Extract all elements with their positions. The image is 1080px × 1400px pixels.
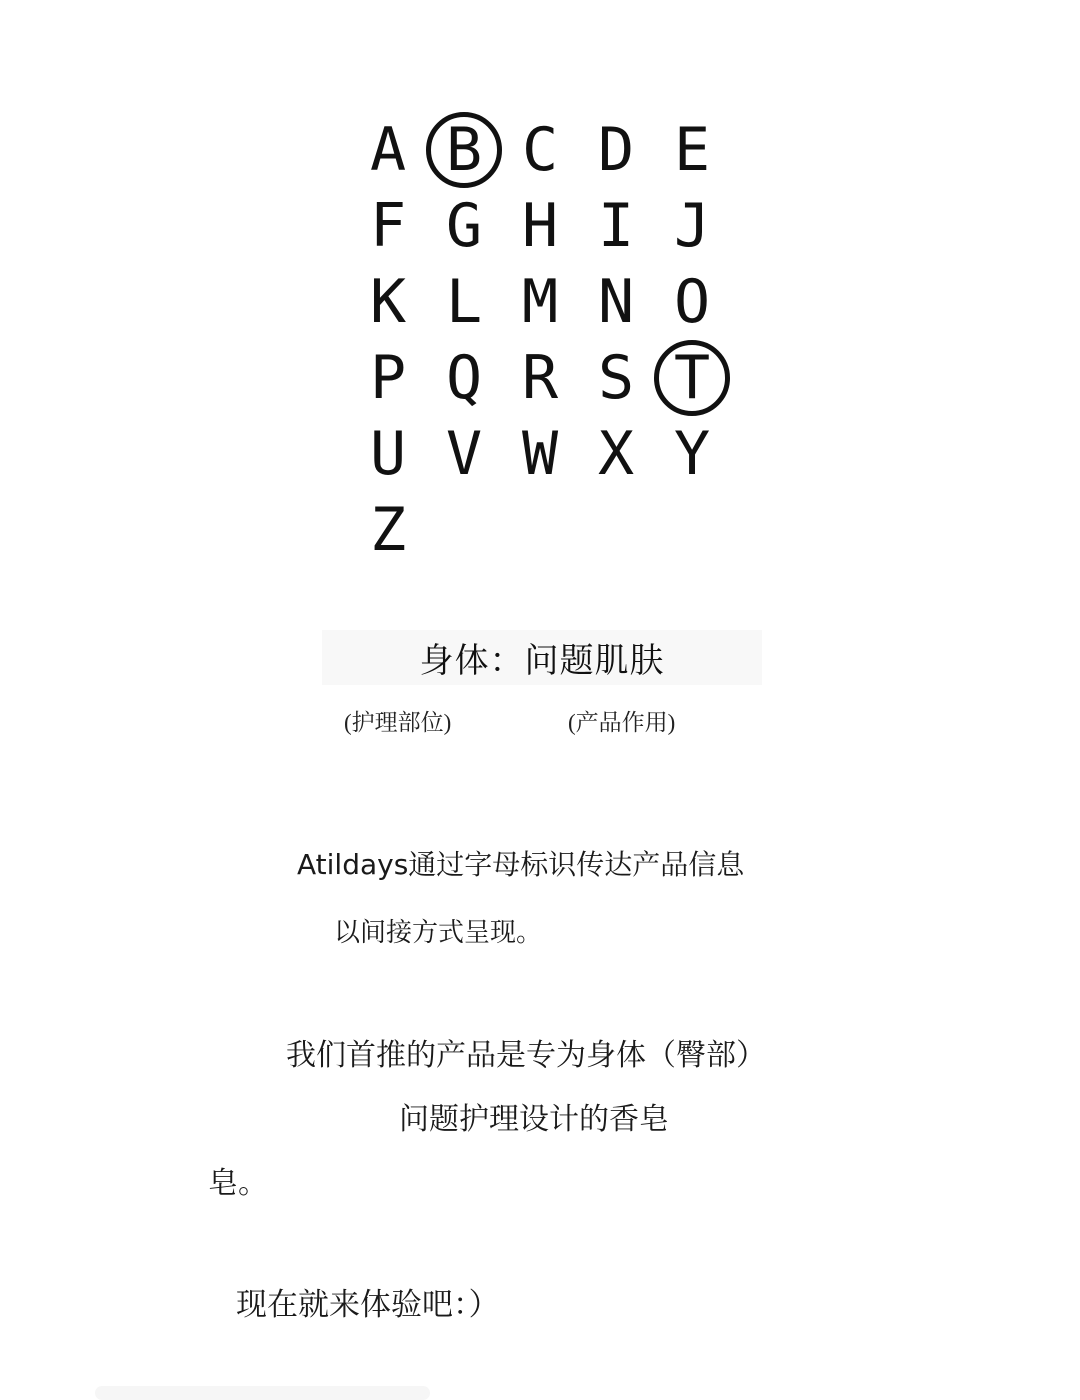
letter-cell: L (445, 267, 483, 337)
letter-cell: E (673, 115, 711, 185)
letter-cell: S (597, 343, 635, 413)
letter-cell: P (369, 343, 407, 413)
letter-cell: H (521, 191, 559, 261)
intro-line-2: 以间接方式呈现。 (334, 918, 543, 948)
letter-cell: J (673, 191, 711, 261)
letter-cell-circled: B (426, 112, 502, 188)
product-title-band (322, 630, 762, 685)
letter-cell: O (673, 267, 711, 337)
body-line-1: 我们首推的产品是专为身体（臀部） (286, 1039, 766, 1072)
letter-cell: F (369, 191, 407, 261)
letter-cell: R (521, 343, 559, 413)
letter-cell: G (445, 191, 483, 261)
letter-cell: V (445, 419, 483, 489)
letter-cell: I (597, 191, 635, 261)
product-title: 身体：问题肌肤 (419, 643, 665, 680)
label-product-effect: (产品作用) (568, 710, 676, 735)
letter-cell: Y (673, 419, 711, 489)
letter-cell: Q (445, 343, 483, 413)
body-line-2: 问题护理设计的香皂 (399, 1103, 669, 1136)
letter-cell-circled: T (654, 340, 730, 416)
letter-cell: C (521, 115, 559, 185)
body-line-3: 皂。 (208, 1167, 268, 1200)
letter-cell: X (597, 419, 635, 489)
letter-cell: K (369, 267, 407, 337)
letter-cell: A (369, 115, 407, 185)
intro-line-1: Atildays通过字母标识传达产品信息 (297, 848, 745, 881)
letter-cell: Z (369, 495, 407, 565)
alphabet-grid (350, 112, 730, 568)
letter-cell: N (597, 267, 635, 337)
cta-line: 现在就来体验吧：） (236, 1287, 500, 1322)
footer-bar (95, 1386, 430, 1400)
letter-cell: U (369, 419, 407, 489)
letter-cell: D (597, 115, 635, 185)
label-care-area: (护理部位) (344, 710, 452, 735)
letter-cell: W (521, 419, 559, 489)
letter-cell: M (521, 267, 559, 337)
